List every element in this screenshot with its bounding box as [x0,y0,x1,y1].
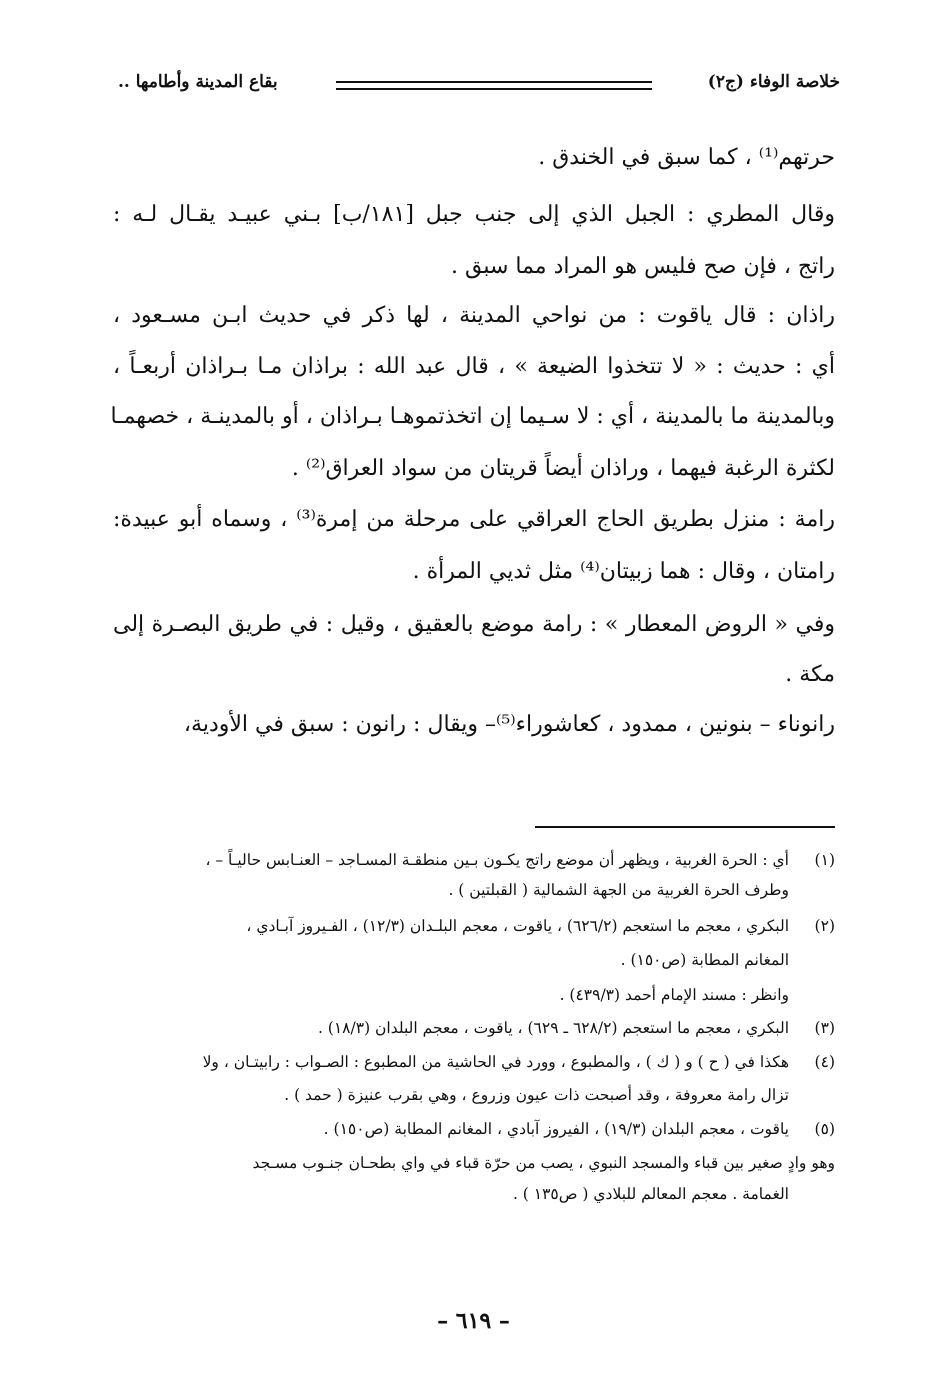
footnote-line: تزال رامة معروفة ، وقد أصبحت ذات عيون وزروع ، وهي بقرب عنيزة ( حمد ) . [284,1086,789,1104]
body-line: وقال المطري : الجبل الذي إلى جنب جبل [١٨١/ب] بـني عبيـد يقـال لـه : [113,202,836,227]
body-line: رانوناء – بنونين ، ممدود ، كعاشوراء⁽⁵⁾– ويقال : رانون : سبق في الأودية، [183,712,835,737]
footnote-line: الغمامة . معجم المعالم للبلادي ( ص١٣٥ ) . [512,1185,789,1203]
footnote-line: وانظر : مسند الإمام أحمد (٤٣٩/٣) . [559,986,789,1004]
footnote-number: (٥) [814,1120,835,1138]
footnote-number: (٢) [814,917,835,935]
footnote-text: البكري ، معجم ما استعجم (٦٢٨/٢ ـ ٦٢٩) ، ياقوت ، معجم البلدان (١٨/٣) . [317,1019,789,1037]
footnote-line [113,1016,835,1040]
body-line: مكة . [785,662,835,687]
footnote-line [113,848,835,872]
footnote-text: أي : الحرة الغربية ، ويظهر أن موضع راتج يكـون بـين منطقـة المسـاجد – العنـابس حاليـاً – ، [205,851,789,869]
header-double-rule [336,81,652,90]
body-line: لكثرة الرغبة فيهما ، وراذان أيضاً قريتان من سواد العراق⁽²⁾ . [291,456,835,481]
running-header [118,70,840,104]
body-line: راتج ، فإن صح فليس هو المراد مما سبق . [450,254,835,279]
body-line: رامتان ، وقال : هما زبيتان⁽⁴⁾ مثل ثديي المرأة . [412,559,835,584]
footnote-line [113,1117,835,1141]
footnote-line: وطرف الحرة الغربية من الجهة الشمالية ( القبلتين ) . [448,881,789,899]
body-line: رامة : منزل بطريق الحاج العراقي على مرحلة من إمرة⁽³⁾ ، وسماه أبو عبيدة: [113,507,835,532]
body-line: وفي « الروض المعطار » : رامة موضع بالعقيق ، وقيل : في طريق البصـرة إلى [113,612,835,637]
footnote-number: (٣) [814,1019,835,1037]
footnote-line: وهو وادٍ صغير بين قباء والمسجد النبوي ، يصب من حرّة قباء في واي بطحـان جنـوب مسـجد [252,1154,835,1172]
body-line: وبالمدينة ما بالمدينة ، أي : لا سـيما إن اتخذتموهـا بـراذان ، أو بالمدينـة ، خصهمـا [110,404,835,429]
body-line: راذان : قال ياقوت : من نواحي المدينة ، لها ذكر في حديث ابـن مسـعود ، [113,303,835,328]
footnote-number: (١) [814,851,835,869]
footnote-text: البكري ، معجم ما استعجم (٦٢٦/٢) ، ياقوت ، معجم البلـدان (١٢/٣) ، الفـيروز آبـادي ، [246,917,789,935]
body-line: أي : حديث : « لا تتخذوا الضيعة » ، قال عبد الله : براذان مـا بـراذان أربعـاً ، [113,354,835,379]
footnote-text: ياقوت ، معجم البلدان (١٩/٣) ، الفيروز آبادي ، المغانم المطابة (ص١٥٠) . [323,1120,789,1138]
body-line: حرتهم⁽¹⁾ ، كما سبق في الخندق . [538,145,835,170]
footnote-line [113,914,835,938]
footnote-text: هكذا في ( ح ) و ( ك ) ، والمطبوع ، وورد في الحاشية من المطبوع : الصـواب : رابيتـان ، ولا [202,1053,789,1071]
footnote-number: (٤) [814,1053,835,1071]
header-book-title: خلاصة الوفاء (ج٢) [707,72,840,92]
footnote-line [113,1050,835,1074]
footnote-separator [535,826,835,828]
header-chapter-title: بقاع المدينة وأطامها .. [118,72,278,92]
footnote-line: المغانم المطابة (ص١٥٠) . [620,951,789,969]
page-number: – ٦١٩ – [437,1308,510,1334]
